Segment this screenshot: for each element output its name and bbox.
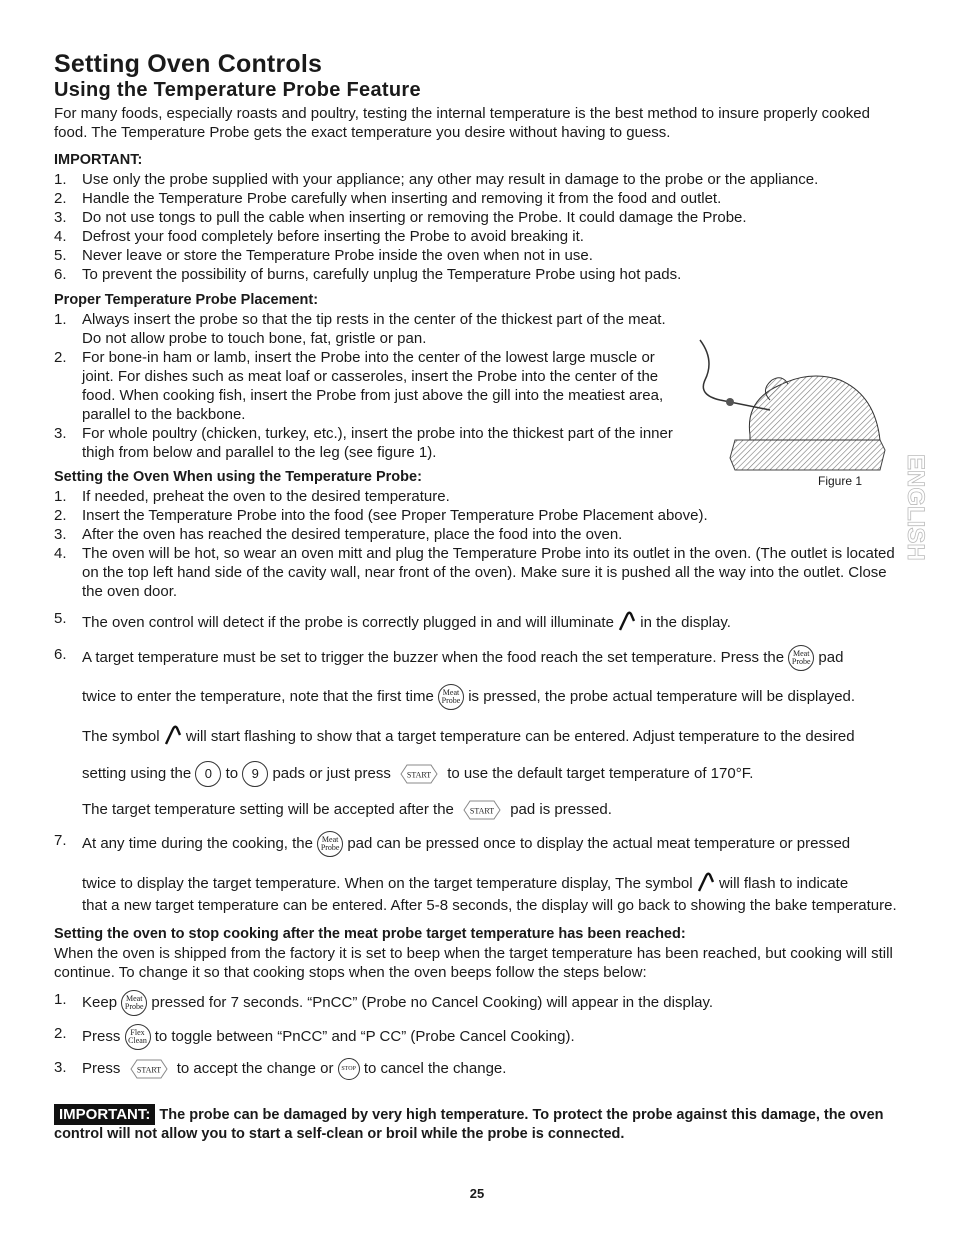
start-key-icon [395,763,443,785]
meat-probe-key-icon: Meat Probe [788,645,814,671]
list-item: 6. A target temperature must be set to trigger the buzzer when the food reach the set temperature. Press the Meat Probe pad twice to enter the temperature, note that the first time Meat Probe is pressed, the probe actual temperature will be displayed. The symbol will start flashing to show that a target temperature can be entered. Adjust temperature to the desired setting using the 0 to 9 pads or just press START to use the default target temperature of 170°F. The target temperature setting will be accepted after the START pad is pressed. [54,645,904,821]
section-title: Using the Temperature Probe Feature [54,79,421,101]
stop-heading: Setting the oven to stop cooking after the meat probe target temperature has been reached: [54,926,686,942]
start-key-icon [125,1058,173,1080]
list-item: 3. Do not use tongs to pull the cable when inserting or removing the Probe. It could damage the Probe. [54,209,747,226]
list-item: 5. Never leave or store the Temperature Probe inside the oven when not in use. [54,247,593,264]
figure-caption: Figure 1 [818,474,863,488]
zero-key-icon: 0 [195,761,221,787]
list-item: 4. The oven will be hot, so wear an oven mitt and plug the Temperature Probe into its outlet in the oven. (The outlet is located on the top left hand side of the cavity wall, near front of the oven). Make sure it is pushed all the way into the outlet. Close the oven door. [54,545,895,600]
list-item: 5. The oven control will detect if the probe is correctly plugged in and will illuminate in the display. [54,610,731,631]
list-item: 4. Defrost your food completely before inserting the Probe to avoid breaking it. [54,228,584,245]
list-item: 1. Always insert the probe so that the tip rests in the center of the thickest part of the meat. Do not allow probe to touch bone, fat, gristle or pan. [54,311,666,347]
list-item: 1. Keep Meat Probe pressed for 7 seconds. “PnCC” (Probe no Cancel Cooking) will appear in the display. [54,990,904,1016]
english-side-tab [893,450,929,570]
final-warning-text: The probe can be damaged by very high temperature. To protect the probe against this damage, the oven control will not allow you to start a self-clean or broil while the probe is connected. [54,1107,884,1142]
poultry-probe-illustration [690,340,890,470]
page-number: 25 [469,1186,485,1201]
meat-probe-key-icon: Meat Probe [121,990,147,1016]
meat-probe-key-icon: Meat Probe [317,831,343,857]
list-item: 3. Press START to accept the change or STOP to cancel the change. [54,1058,904,1080]
stop-list [54,990,904,1080]
list-item: 6. To prevent the possibility of burns, carefully unplug the Temperature Probe using hot pads. [54,266,682,283]
list-item: 2. Handle the Temperature Probe carefully when inserting and removing it from the food and outlet. [54,190,722,207]
list-item: 2. Insert the Temperature Probe into the food (see Proper Temperature Probe Placement above). [54,507,708,524]
important-list [54,170,904,284]
page-title: Setting Oven Controls [54,50,323,78]
meat-probe-key-icon: Meat Probe [438,684,464,710]
list-item: 2. For bone-in ham or lamb, insert the Probe into the center of the lowest large muscle or joint. For dishes such as meat loaf or casseroles, insert the Probe into the center of the food. When cooking fish, insert the Probe from just above the gill into the meatiest area, parallel to the backbone. [54,349,664,423]
placement-list [54,310,674,462]
intro-paragraph: For many foods, especially roasts and poultry, testing the internal temperature is the best method to insure properly cooked food. The Temperature Probe gets the exact temperature you desire without having to guess. [54,105,870,141]
stop-key-icon: STOP [338,1058,360,1080]
stop-intro: When the oven is shipped from the factory it is set to beep when the target temperature has been reached, but cooking will still continue. To change it so that cooking stops when the oven beeps follow the steps below: [54,945,893,981]
start-key-icon [458,799,506,821]
important-label: IMPORTANT: [54,1104,155,1125]
setting-heading: Setting the Oven When using the Temperature Probe: [54,469,422,485]
nine-key-icon: 9 [242,761,268,787]
svg-text:START: START [136,1065,161,1075]
svg-text:ENGLISH: ENGLISH [902,454,929,561]
placement-heading: Proper Temperature Probe Placement: [54,292,319,308]
manual-page [54,50,904,1144]
svg-text:START: START [406,770,432,780]
list-item: 3. After the oven has reached the desired temperature, place the food into the oven. [54,526,623,543]
probe-symbol-icon [697,870,715,892]
setting-list [54,487,904,915]
flex-clean-key-icon: Flex Clean [125,1024,151,1050]
final-warning [54,1104,904,1144]
svg-text:START: START [469,806,495,816]
probe-symbol-icon [164,723,182,745]
important-heading: IMPORTANT: [54,152,143,168]
list-item: 3. For whole poultry (chicken, turkey, etc.), insert the probe into the thickest part of the inner thigh from below and parallel to the leg (see figure 1). [54,425,673,461]
list-item: 1. Use only the probe supplied with your appliance; any other may result in damage to the probe or the appliance. [54,171,819,188]
list-item: 7. At any time during the cooking, the Meat Probe pad can be pressed once to display the actual meat temperature or pressed twice to display the target temperature. When on the target temperature display, The symbol will flash to indicate that a new target temperature can be entered. After 5-8 seconds, the display will go back to showing the bake temperature. [54,832,897,914]
probe-symbol-icon [618,609,636,631]
list-item: 2. Press Flex Clean to toggle between “PnCC” and “P CC” (Probe Cancel Cooking). [54,1024,904,1050]
list-item: 1. If needed, preheat the oven to the desired temperature. [54,488,450,505]
